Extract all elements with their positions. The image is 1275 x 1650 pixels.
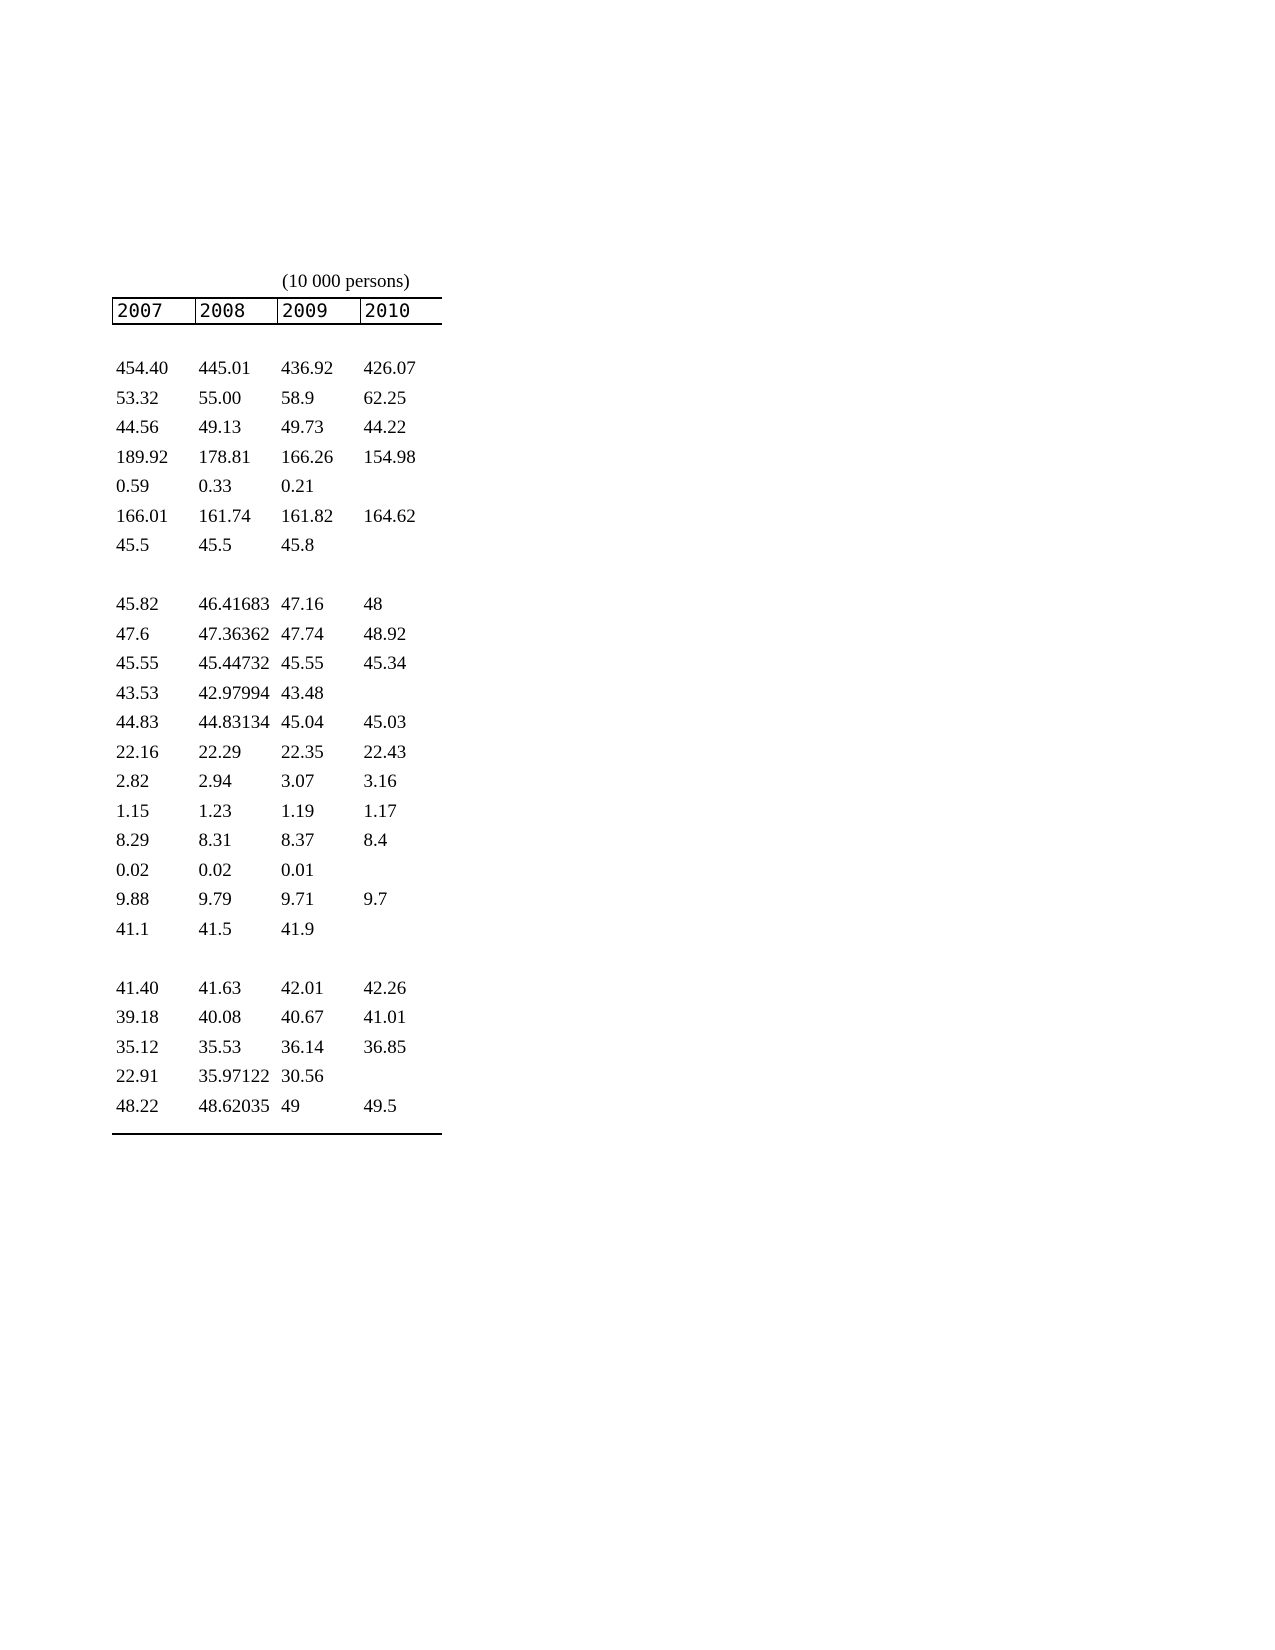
table-cell: 454.40 (116, 358, 169, 379)
table-cell: 47.74 (281, 623, 324, 645)
table-cell: 154.98 (363, 446, 416, 468)
unit-label: (10 000 persons) (282, 271, 410, 292)
table-cell: 41.63 (198, 977, 242, 999)
table-cell: 2.94 (198, 771, 232, 792)
table-cell: 8.31 (198, 830, 232, 851)
table-cell: 0.33 (198, 476, 232, 497)
table-cell (360, 1062, 443, 1092)
table-cell: 44.22 (363, 417, 407, 438)
table-cell: 166.01 (116, 505, 169, 527)
table-cell (360, 856, 443, 886)
table-body (112, 354, 442, 1121)
table-cell: 36.85 (363, 1036, 407, 1058)
table-row (112, 738, 442, 768)
table-cell: 62.25 (363, 387, 407, 409)
table-cell: 3.07 (281, 771, 315, 792)
table-cell: 44.83134 (198, 712, 270, 733)
column-header-2009: 2009 (277, 299, 360, 323)
table-row (112, 384, 442, 414)
table-cell: 42.97994 (198, 682, 270, 704)
table-row (112, 826, 442, 856)
table-cell: 49.5 (363, 1095, 397, 1117)
table-cell: 41.1 (116, 918, 150, 940)
table-cell (360, 679, 443, 709)
table-cell: 3.16 (363, 771, 397, 792)
table-cell: 43.53 (116, 682, 159, 704)
column-header-2008: 2008 (195, 299, 278, 323)
group-spacer (112, 944, 442, 974)
table-cell: 45.8 (281, 535, 315, 556)
table-cell: 46.41683 (198, 594, 270, 615)
table-cell: 45.82 (116, 594, 159, 615)
table-cell: 22.29 (198, 741, 242, 763)
table-cell: 0.02 (198, 859, 232, 881)
table-row (112, 649, 442, 679)
table-cell: 8.4 (363, 830, 388, 851)
table-cell: 445.01 (198, 358, 251, 379)
table-cell: 45.55 (281, 653, 324, 674)
table-cell: 53.32 (116, 387, 159, 409)
table-cell: 41.9 (281, 918, 315, 940)
table-cell: 47.6 (116, 623, 150, 645)
table-cell: 42.01 (281, 977, 324, 999)
table-cell: 9.79 (198, 889, 232, 910)
table-row (112, 413, 442, 443)
table-row (112, 797, 442, 827)
table-cell: 49.13 (198, 417, 242, 438)
table-row (112, 708, 442, 738)
table-row (112, 1003, 442, 1033)
table-cell: 45.03 (363, 712, 407, 733)
table-row (112, 915, 442, 945)
table-cell: 45.55 (116, 653, 159, 674)
table-cell: 44.83 (116, 712, 159, 733)
table-cell: 55.00 (198, 387, 242, 409)
table-cell (360, 915, 443, 945)
table-cell: 9.7 (363, 889, 388, 910)
table-cell: 8.37 (281, 830, 315, 851)
table-cell: 48.92 (363, 623, 407, 645)
table-cell: 49.73 (281, 417, 324, 438)
group-spacer (112, 561, 442, 591)
table-cell: 58.9 (281, 387, 315, 409)
table-cell: 22.91 (116, 1066, 159, 1087)
table-cell: 1.23 (198, 800, 232, 822)
table-row (112, 443, 442, 473)
table-row (112, 1062, 442, 1092)
table-cell: 9.71 (281, 889, 315, 910)
table-cell: 48.62035 (198, 1095, 270, 1117)
table-cell: 0.59 (116, 476, 150, 497)
table-cell: 426.07 (363, 358, 416, 379)
table-cell: 0.21 (281, 476, 315, 497)
table-row (112, 885, 442, 915)
table-cell: 45.04 (281, 712, 324, 733)
table-row (112, 620, 442, 650)
table-cell: 30.56 (281, 1066, 324, 1087)
table-cell: 1.19 (281, 800, 315, 822)
table-cell: 45.44732 (198, 653, 270, 674)
table-cell: 47.36362 (198, 623, 270, 645)
column-header-2007: 2007 (112, 299, 195, 323)
table-cell: 41.01 (363, 1007, 407, 1028)
table-row (112, 590, 442, 620)
table-row (112, 856, 442, 886)
table-cell: 47.16 (281, 594, 324, 615)
table-cell: 161.82 (281, 505, 334, 527)
table-cell: 0.02 (116, 859, 150, 881)
table-cell: 0.01 (281, 859, 315, 881)
table-bottom-rule (112, 1133, 442, 1135)
table-cell: 42.26 (363, 977, 407, 999)
table-cell: 48.22 (116, 1095, 159, 1117)
table-cell: 45.5 (198, 535, 232, 556)
table-cell: 1.15 (116, 800, 150, 822)
table-cell: 1.17 (363, 800, 397, 822)
table-cell: 45.34 (363, 653, 407, 674)
table-cell: 43.48 (281, 682, 324, 704)
table-cell: 2.82 (116, 771, 150, 792)
table-cell: 8.29 (116, 830, 150, 851)
table-cell: 35.12 (116, 1036, 159, 1058)
table-cell: 166.26 (281, 446, 334, 468)
table-row (112, 974, 442, 1004)
table-cell (360, 531, 443, 561)
table-header (112, 297, 442, 325)
table-cell: 22.35 (281, 741, 324, 763)
table-cell: 35.53 (198, 1036, 242, 1058)
table-cell: 22.16 (116, 741, 159, 763)
table-cell: 39.18 (116, 1007, 159, 1028)
table-cell: 45.5 (116, 535, 150, 556)
table-cell: 161.74 (198, 505, 251, 527)
table-cell: 49 (281, 1095, 300, 1117)
table-row (112, 1092, 442, 1122)
table-cell: 41.40 (116, 977, 159, 999)
table-cell: 40.08 (198, 1007, 242, 1028)
table-cell: 164.62 (363, 505, 416, 527)
table-row (112, 502, 442, 532)
table-cell: 36.14 (281, 1036, 324, 1058)
table-cell: 189.92 (116, 446, 169, 468)
table-cell: 9.88 (116, 889, 150, 910)
table-row (112, 472, 442, 502)
table-row (112, 531, 442, 561)
table-cell: 40.67 (281, 1007, 324, 1028)
table-cell: 44.56 (116, 417, 159, 438)
table-cell: 35.97122 (198, 1066, 270, 1087)
table-cell: 436.92 (281, 358, 334, 379)
table-row (112, 354, 442, 384)
table-cell: 22.43 (363, 741, 407, 763)
table-row (112, 679, 442, 709)
table-row (112, 767, 442, 797)
table-cell (360, 472, 443, 502)
table-cell: 178.81 (198, 446, 251, 468)
column-header-2010: 2010 (360, 299, 443, 323)
table-cell: 41.5 (198, 918, 232, 940)
table-cell: 48 (363, 594, 383, 615)
table-row (112, 1033, 442, 1063)
